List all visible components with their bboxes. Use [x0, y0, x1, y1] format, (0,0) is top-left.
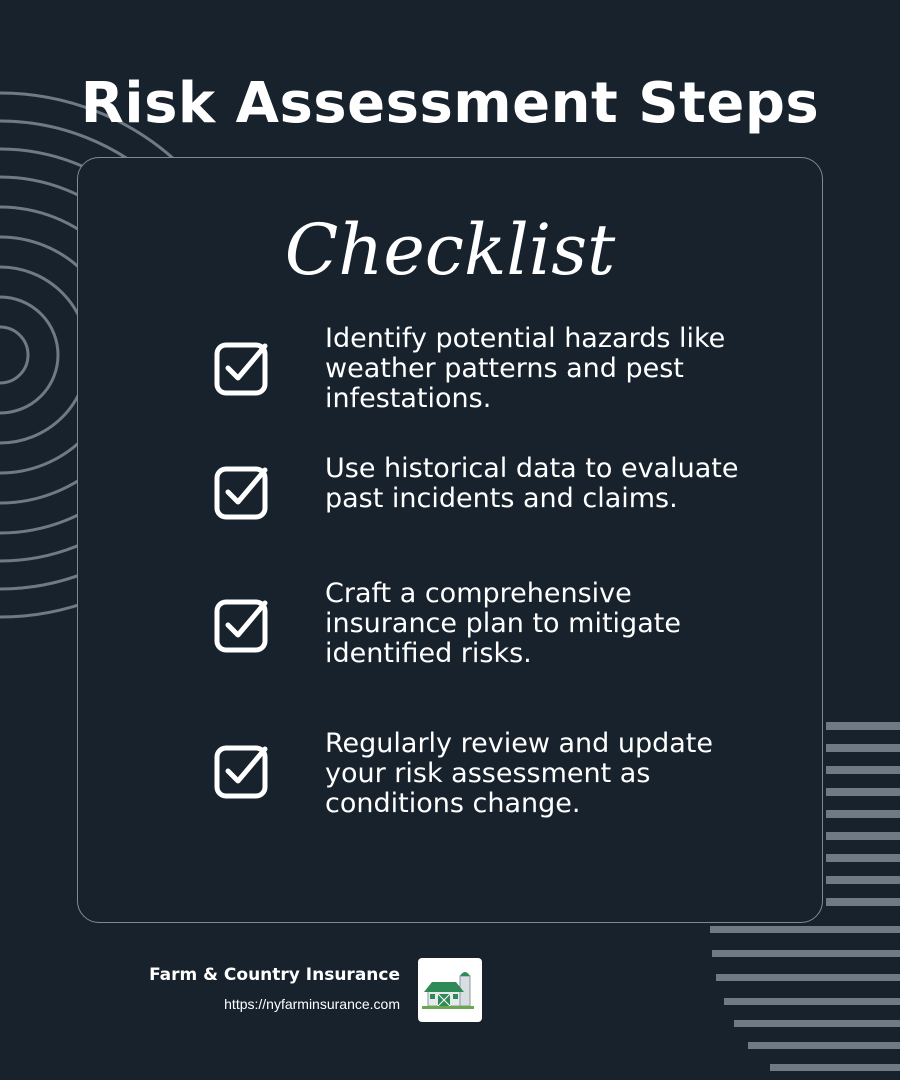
checklist-heading: Checklist — [284, 209, 616, 291]
checklist-item-text: Regularly review and update your risk assessment as conditions change. — [325, 728, 714, 819]
checkbox-checked-icon — [210, 593, 276, 659]
checkbox-checked-icon — [210, 460, 276, 526]
checkbox-checked-icon — [210, 739, 276, 805]
company-name: Farm & Country Insurance — [149, 965, 400, 985]
checklist-card — [77, 157, 823, 923]
checklist-item-text: Craft a comprehensive insurance plan to mitigate identified risks. — [325, 578, 681, 669]
barn-logo-icon — [418, 958, 482, 1022]
company-url[interactable]: https://nyfarminsurance.com — [224, 996, 400, 1012]
page-title: Risk Assessment Steps — [80, 71, 820, 136]
checklist-item-text: Identify potential hazards like weather patterns and pest infestations. — [325, 323, 726, 414]
checklist-item-text: Use historical data to evaluate past incidents and claims. — [325, 453, 739, 514]
checkbox-checked-icon — [210, 336, 276, 402]
